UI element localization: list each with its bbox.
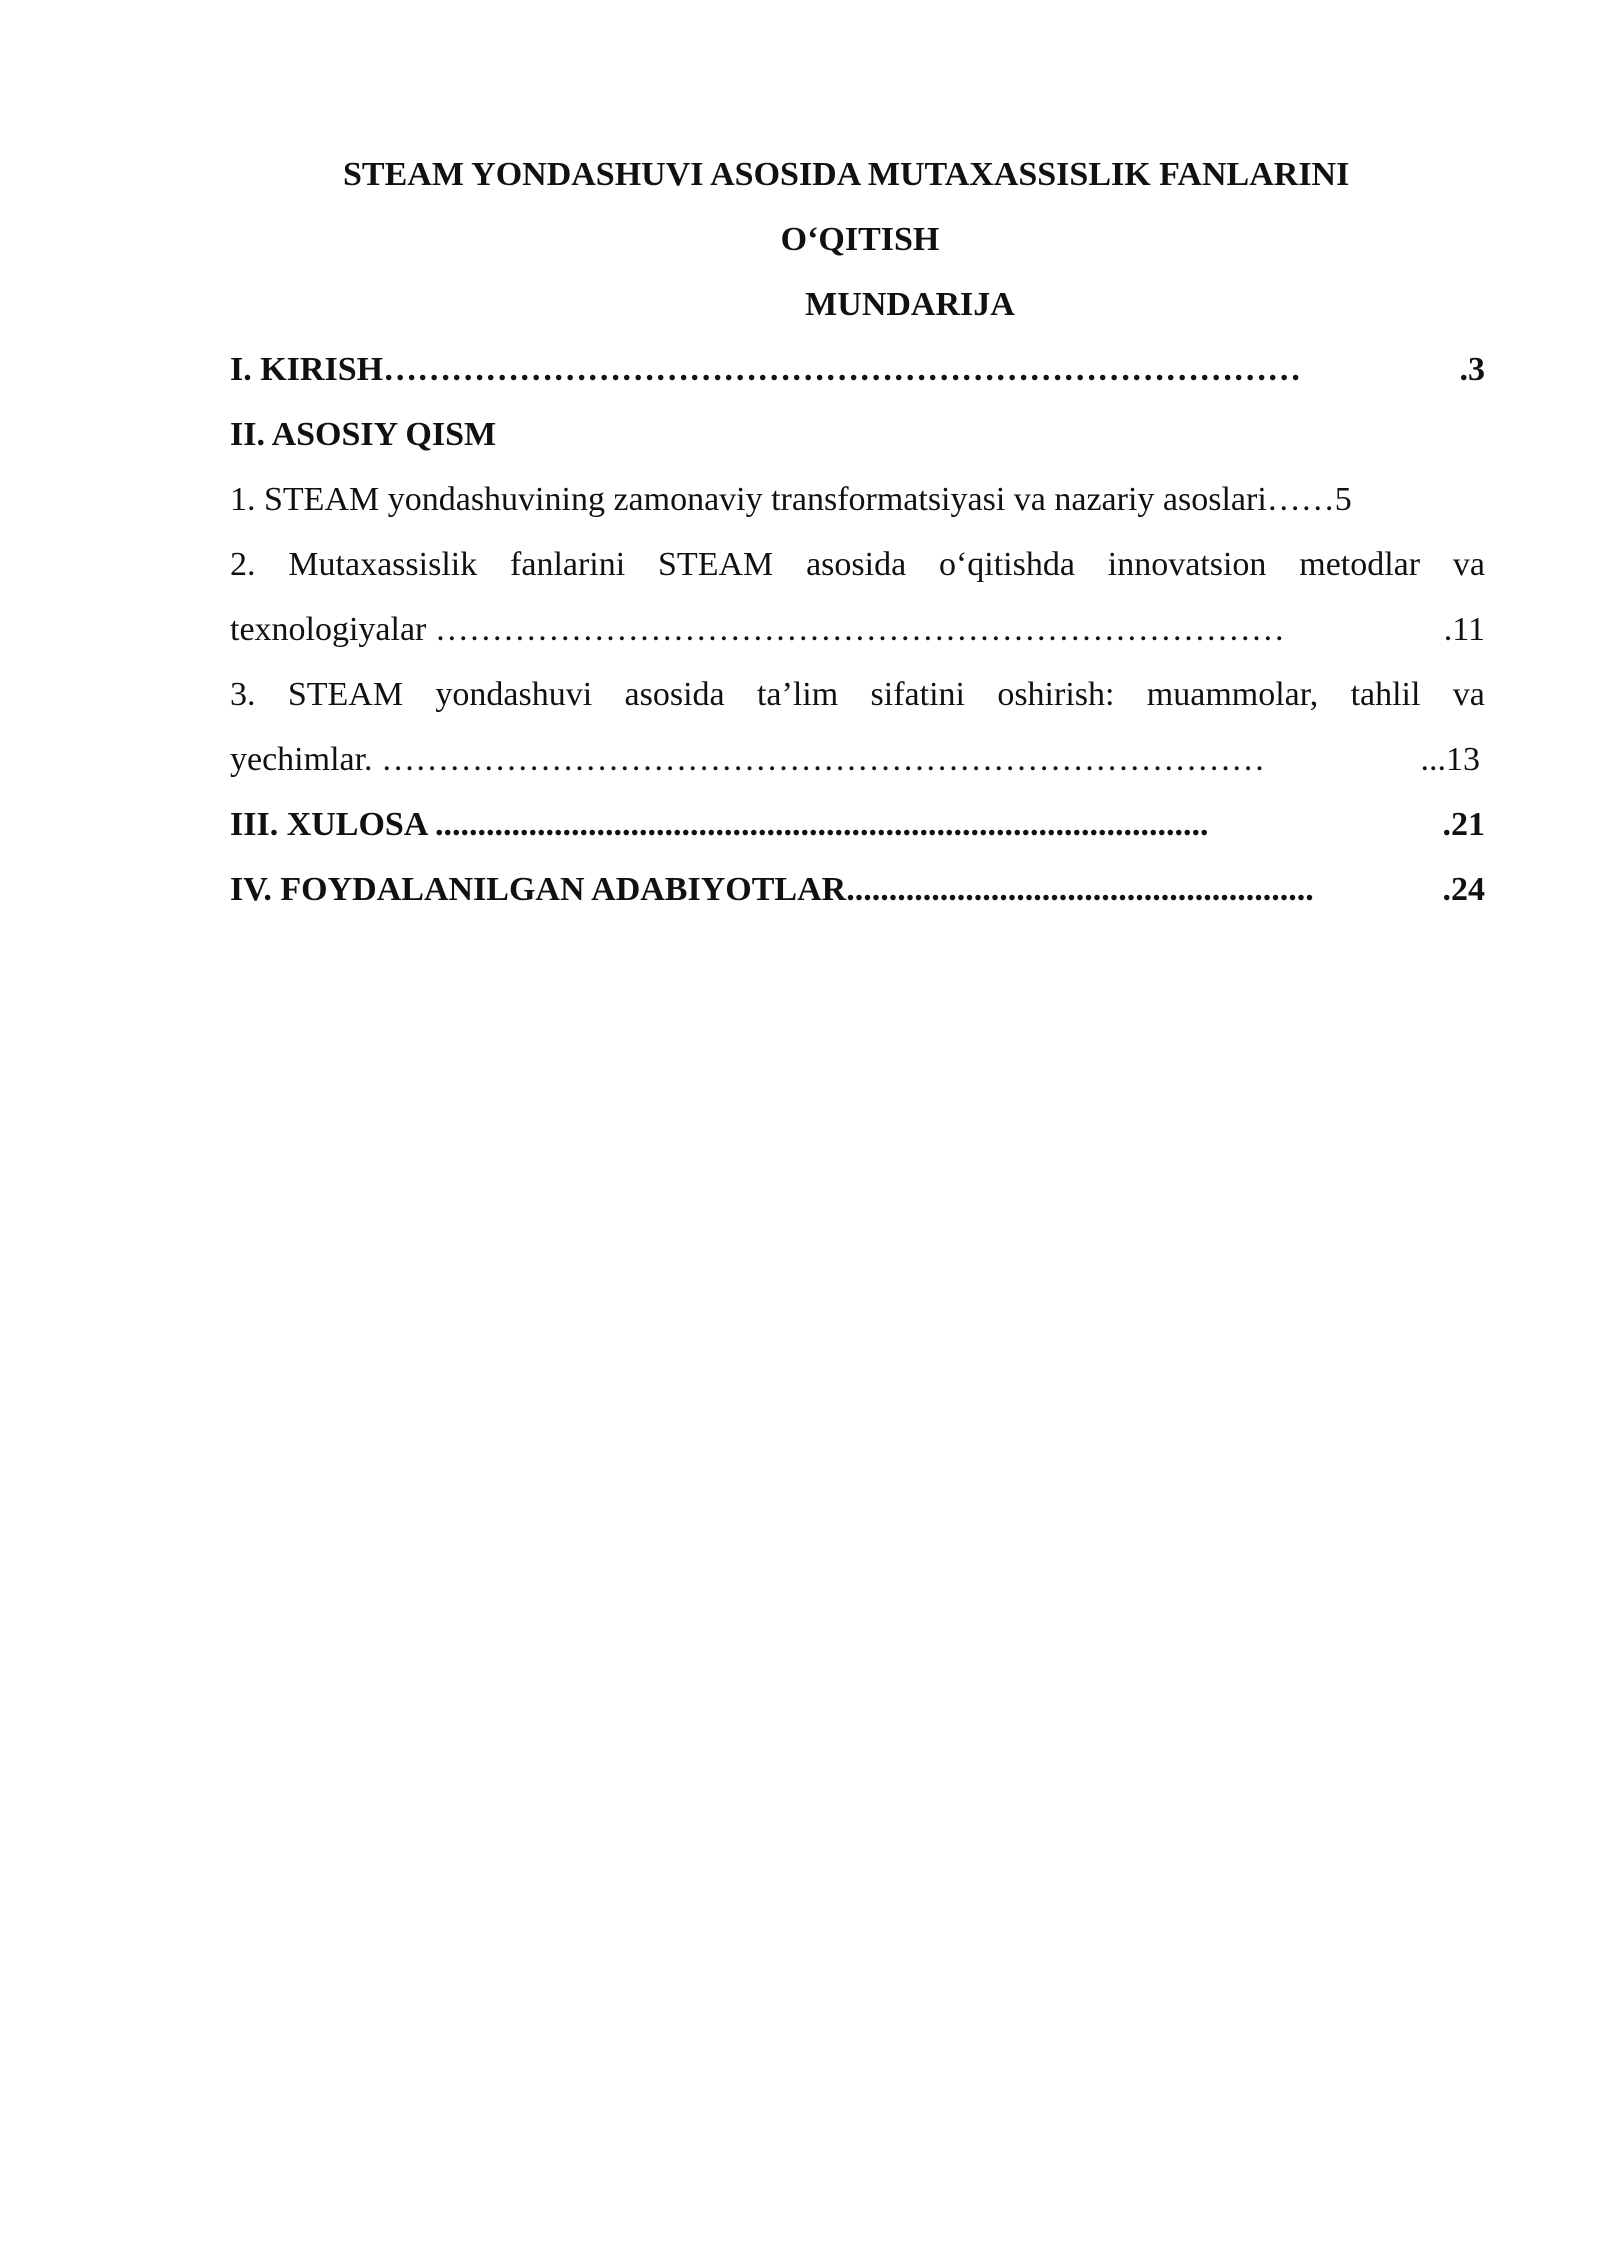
- toc-entry-label: yechimlar.: [230, 741, 382, 778]
- toc-word: metodlar: [1299, 546, 1421, 583]
- toc-entry-item3-line2[interactable]: [230, 740, 1480, 780]
- toc-entry-label: 1. STEAM yondashuvining zamonaviy transformatsiyasi va nazariy asoslari: [230, 481, 1267, 518]
- toc-page-number: ...13: [1420, 741, 1480, 778]
- toc-leader: ………………………………………………………………………: [383, 351, 1302, 388]
- toc-page-number: .3: [1459, 351, 1485, 388]
- toc-leader: ……………………………………………………………………: [381, 741, 1266, 778]
- toc-word: muammolar,: [1146, 676, 1319, 713]
- toc-word: yondashuvi: [435, 676, 593, 713]
- toc-page-number: .11: [1443, 611, 1485, 648]
- toc-word: o‘qitishda: [938, 546, 1075, 583]
- document-title-line1: STEAM YONDASHUVI ASOSIDA MUTAXASSISLIK FANLARINI: [343, 156, 1350, 193]
- toc-word: STEAM: [658, 546, 774, 583]
- toc-word: 3.: [230, 676, 256, 713]
- toc-page-number: .24: [1442, 871, 1485, 908]
- toc-entry-adabiyotlar[interactable]: [230, 870, 1485, 910]
- toc-entry-item2-line2[interactable]: [230, 610, 1485, 650]
- toc-word: 2.: [230, 546, 256, 583]
- toc-entry-asosiy-qism[interactable]: II. ASOSIY QISM: [230, 416, 497, 453]
- toc-entry-item1[interactable]: [230, 480, 1485, 520]
- toc-word: oshirish:: [997, 676, 1115, 713]
- toc-word: va: [1452, 546, 1485, 583]
- toc-word: Mutaxassislik: [288, 546, 478, 583]
- toc-entry-xulosa[interactable]: [230, 805, 1485, 845]
- toc-entry-item2-line1[interactable]: [230, 545, 1485, 585]
- toc-word: sifatini: [870, 676, 965, 713]
- toc-entry-kirish[interactable]: [230, 350, 1485, 390]
- toc-word: asosida: [806, 546, 907, 583]
- toc-entry-label: I. KIRISH: [230, 351, 384, 388]
- toc-leader: ……: [1266, 481, 1335, 518]
- document-title-line2: O‘QITISH: [780, 221, 940, 258]
- toc-leader: .......................................................: [846, 871, 1314, 908]
- toc-entry-label: IV. FOYDALANILGAN ADABIYOTLAR: [230, 871, 847, 908]
- toc-word: fanlarini: [510, 546, 626, 583]
- toc-entry-label: texnologiyalar: [230, 611, 435, 648]
- toc-word: STEAM: [287, 676, 404, 713]
- toc-word: va: [1452, 676, 1485, 713]
- toc-leader: …………………………………………………………………: [434, 611, 1285, 648]
- toc-page-number: .21: [1442, 806, 1485, 843]
- toc-word: tahlil: [1350, 676, 1421, 713]
- toc-leader: ...........................................................................................: [435, 806, 1209, 843]
- toc-word: asosida: [624, 676, 725, 713]
- toc-word: ta’lim: [756, 676, 839, 713]
- toc-word: innovatsion: [1107, 546, 1267, 583]
- toc-entry-item3-line1[interactable]: [230, 675, 1485, 715]
- toc-heading: MUNDARIJA: [805, 286, 1015, 323]
- toc-entry-label: III. XULOSA: [230, 806, 436, 843]
- toc-page-number: 5: [1334, 481, 1352, 518]
